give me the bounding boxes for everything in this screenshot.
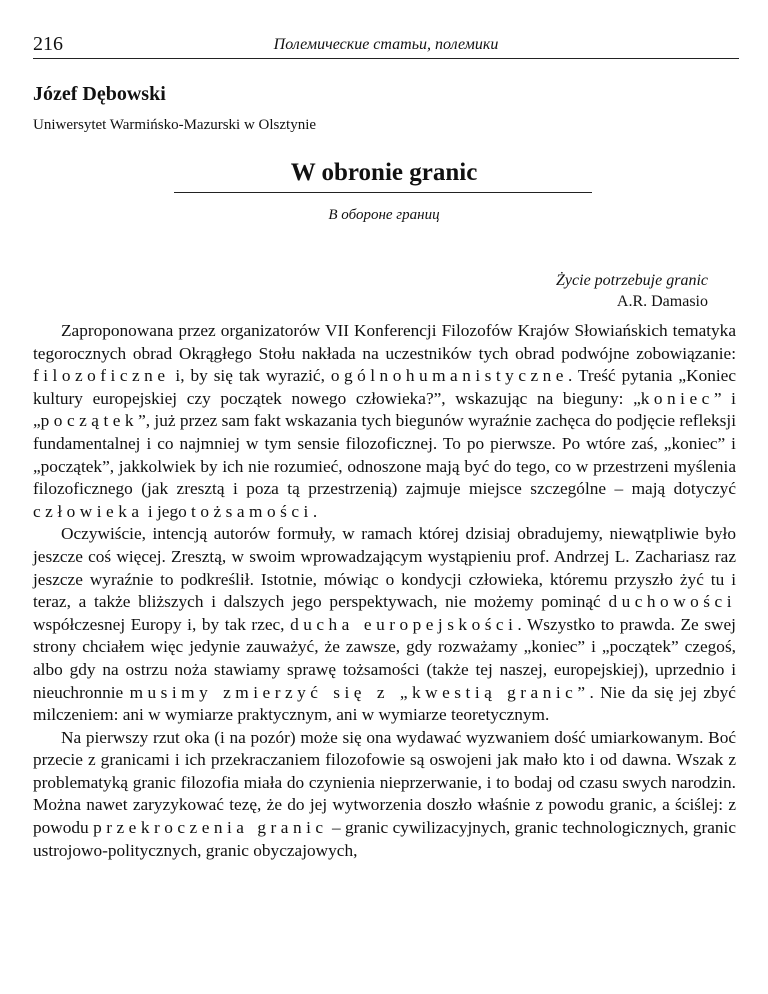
spaced-emphasis: początek (40, 411, 139, 431)
paragraph-text: . (312, 501, 318, 521)
article-title: W obronie granic (290, 159, 478, 186)
epigraph-quote: Życie potrzebuje granic (556, 272, 708, 289)
running-head (33, 32, 739, 59)
paragraph-text: i, by się tak wyrazić, (169, 366, 331, 386)
paragraph-text: Zaproponowana przez organizatorów VII Konferencji Filozofów Krajów Słowiańskich tematyka tegorocznych obrad Okrągłego Stołu nakłada na uczestników tych obrad podwójne zobowiązanie: (33, 321, 736, 363)
paragraph-text: ”, już przez sam fakt wskazania tych biegunów wyraźnie zachęca do podjęcie refleksji fundamentalnej i co najmniej w tym sensie filozoficznej. To po pierwsze. Po wtóre zaś, „koniec” i „początek”, jakkolwiek by ich nie rozumieć, odnoszone mają być do tego, co w przestrzeni myślenia filozoficznego (jak zresztą i poza tą przestrzenią) zajmuje miejsce szczególne – mają dotyczyć (33, 411, 736, 499)
paragraph-text: . Nie da się jej zbyć milczeniem: ani w wymiarze praktycznym, ani w wymiarze teoretycznym. (33, 682, 736, 725)
paragraph-text: współczesnej Europy i, by tak rzec, (33, 614, 291, 634)
paragraph-text: Oczywiście, intencją autorów formuły, w ramach której dzisiaj obradujemy, niewątpliwie było jeszcze coś więcej. Zresztą, w swoim wprowadzającym wystąpieniu prof. Andrzej L. Zachariasz raz jeszcze wyraźnie to podkreślił. Istotnie, mówiąc o kondycji człowieka, któremu przyszło żyć tu i teraz, a także bliższych i dalszych jego perspektywach, nie możemy pominąć (33, 524, 736, 612)
spaced-emphasis: ducha europejskości (290, 614, 518, 634)
spaced-emphasis: przekroczenia granic (93, 818, 328, 838)
paragraph-text: ” i „ (33, 388, 736, 431)
spaced-emphasis: człowieka (33, 501, 144, 521)
paragraph-text: Na pierwszy rzut oka (i na pozór) może się ona wydawać wyzwaniem dość umiarkowanym. Boć przecie z granicami i ich przekraczaniem filozofowie są oswojeni jak mało kto i od dawna. Wszak z problematyką granic filozofia miała do czynienia nieprzerwanie, i to bodaj od czasu swych narodzin. Można nawet zaryzykować tezę, że do jej wytworzenia doszło właśnie z powodu granic, a ściślej: z powodu (33, 727, 736, 838)
paragraph-text: . Wszystko to prawda. Ze swej strony chciałem więc jedynie zauważyć, że zawsze, gdy rozważamy „koniec” i „początek” czegoś, albo gdy na ostrzu noża stawiamy sprawę tożsamości (także tej naszej, europejskiej), uprzednio i nieuchronnie (33, 614, 736, 702)
spaced-emphasis: duchowości (608, 592, 736, 612)
author-name: Józef Dębowski (33, 83, 166, 105)
epigraph-source: A.R. Damasio (616, 293, 708, 310)
article-body (33, 320, 736, 862)
spaced-emphasis: musimy zmierzyć się z „kwestią granic” (129, 682, 590, 702)
spaced-emphasis: koniec (640, 388, 714, 408)
spaced-emphasis: filozoficzne (33, 366, 170, 386)
author-affiliation: Uniwersytet Warmińsko-Mazurski w Olsztynie (33, 117, 317, 133)
paragraph-3 (33, 727, 736, 863)
title-divider (174, 192, 592, 193)
article-subtitle: В обороне границ (328, 207, 440, 223)
spaced-emphasis: ogólnohumanistyczne (330, 366, 568, 386)
paragraph-1 (33, 320, 736, 523)
paragraph-2 (33, 523, 736, 726)
paragraph-text: i jego (143, 501, 192, 521)
spaced-emphasis: tożsamości (191, 501, 313, 521)
paragraph-text: – granic cywilizacyjnych, granic technologicznych, granic ustrojowo-politycznych, granic obyczajowych, (33, 818, 736, 860)
epigraph (556, 270, 708, 312)
page-number: 216 (33, 33, 63, 55)
paragraph-text: . Treść pytania „Koniec kultury europejskiej czy początek nowego człowieka?”, wskazując na bieguny: „ (33, 366, 736, 408)
running-title: Полемические статьи, полемики (273, 36, 499, 53)
